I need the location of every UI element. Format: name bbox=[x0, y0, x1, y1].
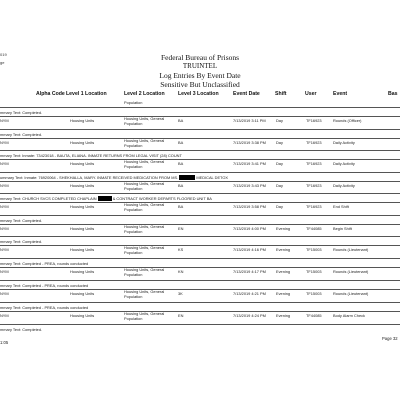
redaction-box bbox=[179, 175, 195, 180]
cell-user: TF16923 bbox=[306, 183, 322, 188]
cell-level1: Housing Units bbox=[70, 313, 95, 318]
cell-shift: Evening bbox=[276, 226, 291, 231]
row-divider bbox=[0, 159, 400, 160]
row-divider bbox=[0, 138, 400, 139]
summary-text-main: mmary Text: CHURCH SVCS COMPLETED CHAPLAIN bbox=[0, 196, 97, 201]
cell-level2: Housing Units, General Population bbox=[124, 267, 165, 277]
cell-event: End Shift bbox=[333, 204, 349, 209]
cell-level1: Housing Units bbox=[70, 161, 95, 166]
corner-text-2: ge bbox=[0, 60, 5, 65]
cell-shift: Evening bbox=[276, 247, 291, 252]
summary-text bbox=[0, 196, 212, 201]
row-divider bbox=[0, 311, 400, 312]
classification-label: Sensitive But Unclassified bbox=[160, 80, 240, 89]
cell-shift: Day bbox=[276, 161, 283, 166]
cell-event: Rounds (Lieutenant) bbox=[333, 291, 369, 296]
summary-text bbox=[0, 175, 228, 180]
cell-level3: BA bbox=[178, 183, 184, 188]
col-header-level1: Level 1 Location bbox=[66, 91, 107, 97]
cell-alpha: NYM bbox=[0, 118, 9, 123]
cell-level1: Housing Units bbox=[70, 183, 95, 188]
cell-event: Rounds (Lieutenant) bbox=[333, 247, 369, 252]
cell-alpha: NYM bbox=[0, 313, 9, 318]
cell-level3: EN bbox=[178, 226, 184, 231]
col-header-user: User bbox=[305, 91, 317, 97]
cell-event-date: 7/13/2019 4:00 PM bbox=[233, 226, 266, 231]
cell-level2: Housing Units, General Population bbox=[124, 289, 165, 299]
cell-alpha: NYM bbox=[0, 226, 9, 231]
cell-level2: Housing Units, General Population bbox=[124, 159, 165, 169]
cell-user: TF16923 bbox=[306, 118, 322, 123]
cell-shift: Day bbox=[276, 183, 283, 188]
cell-alpha: NYM bbox=[0, 269, 9, 274]
summary-text-suffix: MEDICAL DETOX bbox=[196, 175, 228, 180]
cell-level3: BA bbox=[178, 204, 184, 209]
cell-alpha: NYM bbox=[0, 161, 9, 166]
cell-event: Daily Activity bbox=[333, 161, 355, 166]
summary-text: mmary Text: Completed. bbox=[0, 218, 43, 223]
cell-level2: Housing Units, General Population bbox=[124, 311, 165, 321]
cell-alpha: NYM bbox=[0, 291, 9, 296]
summary-text: mmary Text: Completed - PREA, rounds conducted bbox=[0, 305, 89, 310]
row-divider bbox=[0, 172, 400, 173]
row-divider bbox=[0, 202, 400, 203]
cell-level3: 3K bbox=[178, 291, 183, 296]
row-divider bbox=[0, 302, 400, 303]
cell-shift: Evening bbox=[276, 269, 291, 274]
cell-event-date: 7/13/2019 3:41 PM bbox=[233, 161, 266, 166]
cell-user: TF44085 bbox=[306, 313, 322, 318]
row-divider bbox=[0, 324, 400, 325]
cell-level1: Housing Units bbox=[70, 226, 95, 231]
row-divider bbox=[0, 150, 400, 151]
summary-text-suffix: & CONTRACT WORKER DEPARTS FLOORED UNIT BA bbox=[112, 196, 212, 201]
summary-text: mmary Text: Completed - PREA, rounds conducted bbox=[0, 261, 89, 266]
row-divider bbox=[0, 258, 400, 259]
summary-text: mmary Text: Inmate: 73423018 - BAUTA, ELIANA. INMATE RETURNS FROM LEGAL VISIT (28) COUNT bbox=[0, 153, 182, 158]
cell-user: TF16923 bbox=[306, 140, 322, 145]
cell-level2: Housing Units, General Population bbox=[124, 245, 165, 255]
cell-alpha: NYM bbox=[0, 140, 9, 145]
cell-shift: Day bbox=[276, 204, 283, 209]
cell-level3: BA bbox=[178, 161, 184, 166]
cell-level2: Housing Units, General Population bbox=[124, 224, 165, 234]
cell-alpha: NYM bbox=[0, 204, 9, 209]
cell-level3: EN bbox=[178, 313, 184, 318]
cell-level1: Housing Units bbox=[70, 269, 95, 274]
cell-event: Rounds (Lieutenant) bbox=[333, 269, 369, 274]
corner-text-1: 019 bbox=[0, 52, 7, 57]
cell-user: TF16923 bbox=[306, 161, 322, 166]
cell-shift: Evening bbox=[276, 313, 291, 318]
cell-event-date: 7/13/2019 4:16 PM bbox=[233, 247, 266, 252]
cell-level1: Housing Units bbox=[70, 140, 95, 145]
report-title: Log Entries By Event Date bbox=[159, 71, 241, 80]
cell-user: TF15003 bbox=[306, 291, 322, 296]
cell-level1: Housing Units bbox=[70, 247, 95, 252]
cell-level1: Housing Units bbox=[70, 204, 95, 209]
col-header-bas: Bas bbox=[388, 91, 398, 97]
row-divider bbox=[0, 129, 400, 130]
cell-level2: Housing Units, General Population bbox=[124, 202, 165, 212]
cell-event-date: 7/13/2019 3:58 PM bbox=[233, 204, 266, 209]
row-divider bbox=[0, 215, 400, 216]
cell-event-date: 7/13/2019 3:11 PM bbox=[233, 118, 266, 123]
summary-text: mmary Text: Completed. bbox=[0, 239, 43, 244]
row-divider bbox=[0, 289, 400, 290]
row-divider bbox=[0, 181, 400, 182]
row-divider bbox=[0, 267, 400, 268]
col-header-shift: Shift bbox=[275, 91, 287, 97]
cell-level3: KS bbox=[178, 247, 184, 252]
cell-level2: Housing Units, General Population bbox=[124, 138, 165, 148]
cell-level3: KN bbox=[178, 269, 184, 274]
page-number: Page 32 bbox=[382, 336, 398, 341]
col-header-event: Event bbox=[333, 91, 348, 97]
cell-alpha: NYM bbox=[0, 183, 9, 188]
cell-level3: BA bbox=[178, 140, 184, 145]
cell-event-date: 7/13/2019 3:38 PM bbox=[233, 140, 266, 145]
row-divider bbox=[0, 280, 400, 281]
cell-event: Daily Activity bbox=[333, 140, 355, 145]
cell-shift: Day bbox=[276, 118, 283, 123]
col-header-alpha-code: Alpha Code bbox=[36, 91, 65, 97]
cell-level1: Housing Units bbox=[70, 291, 95, 296]
col-header-level2: Level 2 Location bbox=[124, 91, 165, 97]
cell-shift: Evening bbox=[276, 291, 291, 296]
cell-user: TF16923 bbox=[306, 204, 322, 209]
cell-user: TF15003 bbox=[306, 247, 322, 252]
col-header-event-date: Event Date bbox=[233, 91, 260, 97]
row-divider bbox=[0, 193, 400, 194]
cell-alpha: NYM bbox=[0, 247, 9, 252]
cell-user: TF44085 bbox=[306, 226, 322, 231]
cell-level3: BA bbox=[178, 118, 184, 123]
row-divider bbox=[0, 224, 400, 225]
institution-name: TRUINTEL bbox=[182, 62, 218, 70]
cell-level2: Housing Units, General Population bbox=[124, 116, 165, 126]
cell-shift: Day bbox=[276, 140, 283, 145]
cell-user: TF15003 bbox=[306, 269, 322, 274]
footer-left-text: 1:05 bbox=[0, 340, 9, 345]
cell-event-date: 7/13/2019 4:21 PM bbox=[233, 291, 266, 296]
redaction-box bbox=[98, 196, 112, 201]
cell-event: Daily Activity bbox=[333, 183, 355, 188]
summary-text: mmary Text: Completed. bbox=[0, 110, 43, 115]
row-divider bbox=[0, 116, 400, 117]
cell-event: Begin Shift bbox=[333, 226, 352, 231]
cell-event-date: 7/13/2019 4:24 PM bbox=[233, 313, 266, 318]
cell-event: Rounds (Officer) bbox=[333, 118, 362, 123]
agency-name: Federal Bureau of Prisons bbox=[160, 53, 240, 62]
cell-event-date: 7/13/2019 4:17 PM bbox=[233, 269, 266, 274]
col-header-level3: Level 3 Location bbox=[178, 91, 219, 97]
cell-event: Body Alarm Check bbox=[333, 313, 366, 318]
row-divider bbox=[0, 245, 400, 246]
summary-text: mmary Text: Completed. bbox=[0, 327, 43, 332]
summary-text: mmary Text: Completed. bbox=[0, 132, 43, 137]
cell-level1: Housing Units bbox=[70, 118, 95, 123]
summary-text-main: ummary Text: Inmate: 76920064 - SHEKHALLA, MARY. INMATE RECEIVED MEDICATION FROM MS. bbox=[0, 175, 179, 180]
row-divider bbox=[0, 236, 400, 237]
top-fragment: Population bbox=[124, 100, 143, 105]
row-divider bbox=[0, 107, 400, 108]
cell-level2: Housing Units, General Population bbox=[124, 181, 165, 191]
summary-text: mmary Text: Completed - PREA, rounds conducted bbox=[0, 283, 89, 288]
cell-event-date: 7/13/2019 3:43 PM bbox=[233, 183, 266, 188]
